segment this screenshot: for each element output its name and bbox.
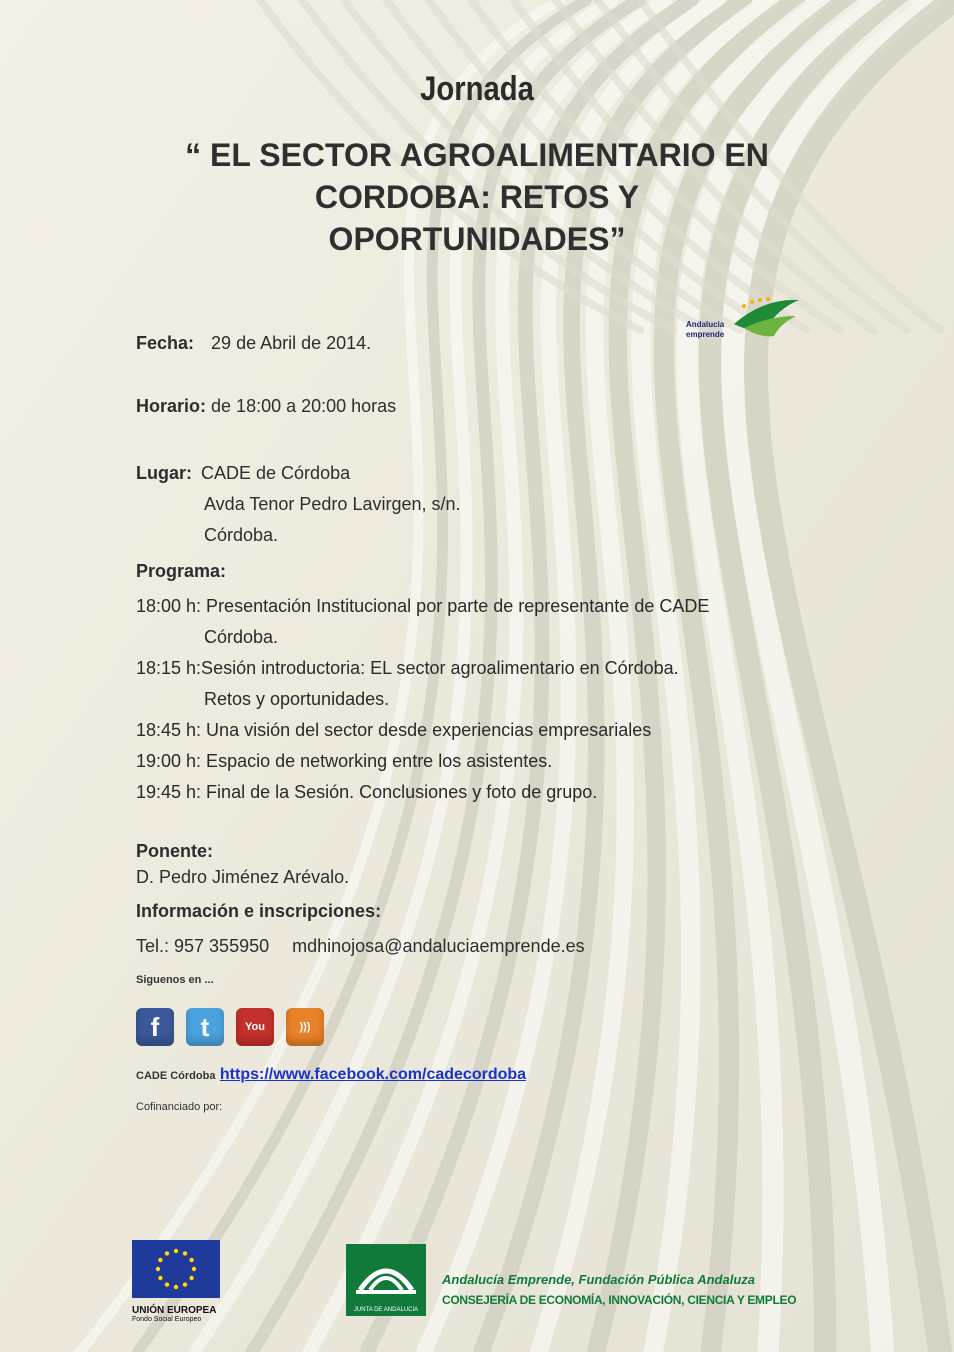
eu-star — [174, 1285, 178, 1289]
eu-star — [174, 1249, 178, 1253]
eu-star — [158, 1258, 162, 1262]
junta-caption: JUNTA DE ANDALUCIA — [353, 1307, 419, 1313]
logo-text-line: emprende — [686, 330, 725, 339]
eu-subtext: Fondo Social Europeo — [132, 1316, 202, 1323]
lugar-line: Avda Tenor Pedro Lavirgen, s/n. — [204, 494, 461, 514]
list-item-continuation: Córdoba. — [204, 627, 279, 647]
eu-star — [183, 1282, 187, 1286]
ponente-label: Ponente: — [136, 841, 214, 861]
horario-label: Horario: — [136, 396, 207, 416]
cofinanciado-label: Cofinanciado por: — [136, 1101, 223, 1113]
fecha-row — [136, 333, 371, 354]
lugar-line: Córdoba. — [204, 525, 279, 545]
programa-list — [136, 591, 818, 808]
title-line: OPORTUNIDADES” — [328, 221, 626, 257]
lugar-line: CADE de Córdoba — [201, 463, 351, 483]
eu-logo — [132, 1240, 222, 1323]
junta-line: CONSEJERÍA DE ECONOMÍA, INNOVACIÓN, CIENCIA Y EMPLEO — [442, 1293, 797, 1307]
eu-star — [189, 1276, 193, 1280]
eu-star — [165, 1282, 169, 1286]
lugar-label: Lugar: — [136, 463, 192, 483]
title-line: CORDOBA: RETOS Y — [314, 179, 640, 215]
facebook-link[interactable]: https://www.facebook.com/cadecordoba — [219, 1066, 527, 1083]
contact-row — [136, 936, 585, 957]
eu-star — [189, 1258, 193, 1262]
phone-number: Tel.: 957 355950 — [136, 936, 270, 956]
junta-logo — [346, 1244, 426, 1316]
junta-text — [442, 1270, 796, 1310]
cade-label: CADE Córdoba — [136, 1070, 216, 1082]
junta-arch-icon — [346, 1244, 426, 1302]
list-item: 19:00 h: Espacio de networking entre los asistentes. — [136, 751, 553, 771]
eu-star — [183, 1251, 187, 1255]
email-link[interactable]: mdhinojosa@andaluciaemprende.es — [292, 936, 585, 956]
eu-star — [192, 1267, 196, 1271]
ponente-name: D. Pedro Jiménez Arévalo. — [136, 867, 350, 887]
cade-row — [136, 1066, 526, 1084]
siguenos-label: Siguenos en ... — [136, 974, 214, 986]
rss-icon[interactable]: ))) — [286, 1008, 324, 1046]
youtube-icon[interactable]: You — [236, 1008, 274, 1046]
eu-flag-icon — [132, 1240, 220, 1298]
andalucia-emprende-logo — [684, 294, 804, 350]
list-item: 18:15 h:Sesión introductoria: EL sector agroalimentario en Córdoba. — [136, 658, 679, 678]
title-jornada: Jornada — [420, 70, 534, 108]
programa-label: Programa: — [136, 561, 227, 581]
page-title — [130, 134, 824, 260]
logo-text-line: Andalucía — [686, 320, 725, 329]
horario-value: de 18:00 a 20:00 horas — [211, 396, 397, 416]
ponente-block — [136, 838, 349, 890]
fecha-label: Fecha: — [136, 333, 195, 353]
twitter-icon[interactable]: t — [186, 1008, 224, 1046]
horario-row — [136, 396, 396, 417]
eu-star — [158, 1276, 162, 1280]
title-line: “ EL SECTOR AGROALIMENTARIO EN — [185, 137, 769, 173]
lugar-block — [136, 458, 461, 551]
facebook-icon[interactable]: f — [136, 1008, 174, 1046]
junta-line: Andalucía Emprende, Fundación Pública Andaluza — [442, 1272, 756, 1287]
fecha-value: 29 de Abril de 2014. — [211, 333, 372, 353]
list-item: 18:45 h: Una visión del sector desde experiencias empresariales — [136, 720, 652, 740]
list-item-continuation: Retos y oportunidades. — [204, 689, 390, 709]
eu-text: UNIÓN EUROPEA — [132, 1305, 217, 1316]
list-item: 18:00 h: Presentación Institucional por parte de representante de CADE — [136, 596, 710, 616]
list-item: 19:45 h: Final de la Sesión. Conclusiones y foto de grupo. — [136, 782, 598, 802]
info-label: Información e inscripciones: — [136, 901, 382, 921]
eu-star — [165, 1251, 169, 1255]
eu-star — [156, 1267, 160, 1271]
